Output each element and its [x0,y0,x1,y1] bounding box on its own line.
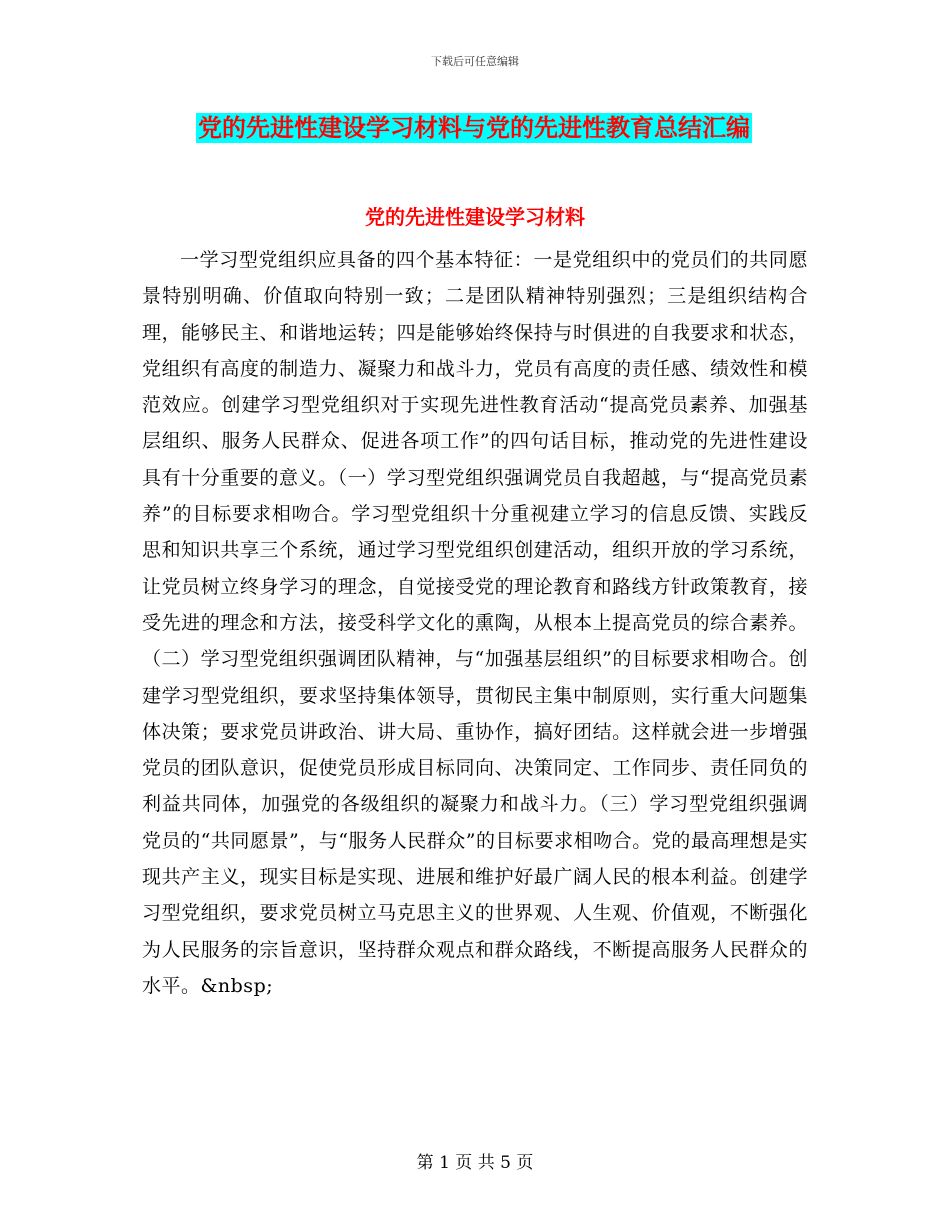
page-footer: 第 1 页 共 5 页 [416,1153,534,1173]
document-title: 党的先进性建设学习材料与党的先进性教育总结汇编 [198,113,750,142]
section-title: 党的先进性建设学习材料 [365,205,585,229]
header-note: 下载后可任意编辑 [431,55,519,68]
body-paragraph: 一学习型党组织应具备的四个基本特征：一是党组织中的党员们的共同愿景特别明确、价值取向特别一致；二是团队精神特别强烈；三是组织结构合理，能够民主、和谐地运转；四是能够始终保持与时俱进的自我要求和状态，党组织有高度的制造力、凝聚力和战斗力，党员有高度的责任感、绩效性和模范效应。创建学习型党组织对于实现先进性教育活动“提高党员素养、加强基层组织、服务人民群众、促进各项工作”的四句话目标，推动党的先进性建设具有十分重要的意义。（一）学习型党组织强调党员自我超越，与“提高党员素养”的目标要求相吻合。学习型党组织十分重视建立学习的信息反馈、实践反思和知识共享三个系统，通过学习型党组织创建活动，组织开放的学习系统，让党员树立终身学习的理念，自觉接受党的理论教育和路线方针政策教育，接受先进的理念和方法，接受科学文化的熏陶，从根本上提高党员的综合素养。（二）学习型党组织强调团队精神，与“加强基层组织”的目标要求相吻合。创建学习型党组织，要求坚持集体领导，贯彻民主集中制原则，实行重大问题集体决策；要求党员讲政治、讲大局、重协作，搞好团结。这样就会进一步增强党员的团队意识，促使党员形成目标同向、决策同定、工作同步、责任同负的利益共同体，加强党的各级组织的凝聚力和战斗力。（三）学习型党组织强调党员的“共同愿景”，与“服务人民群众”的目标要求相吻合。党的最高理想是实现共产主义，现实目标是实现、进展和维护好最广阔人民的根本利益。创建学习型党组织，要求党员树立马克思主义的世界观、人生观、价值观，不断强化为人民服务的宗旨意识，坚持群众观点和群众路线，不断提高服务人民群众的水平。&nbsp; [142,249,808,997]
